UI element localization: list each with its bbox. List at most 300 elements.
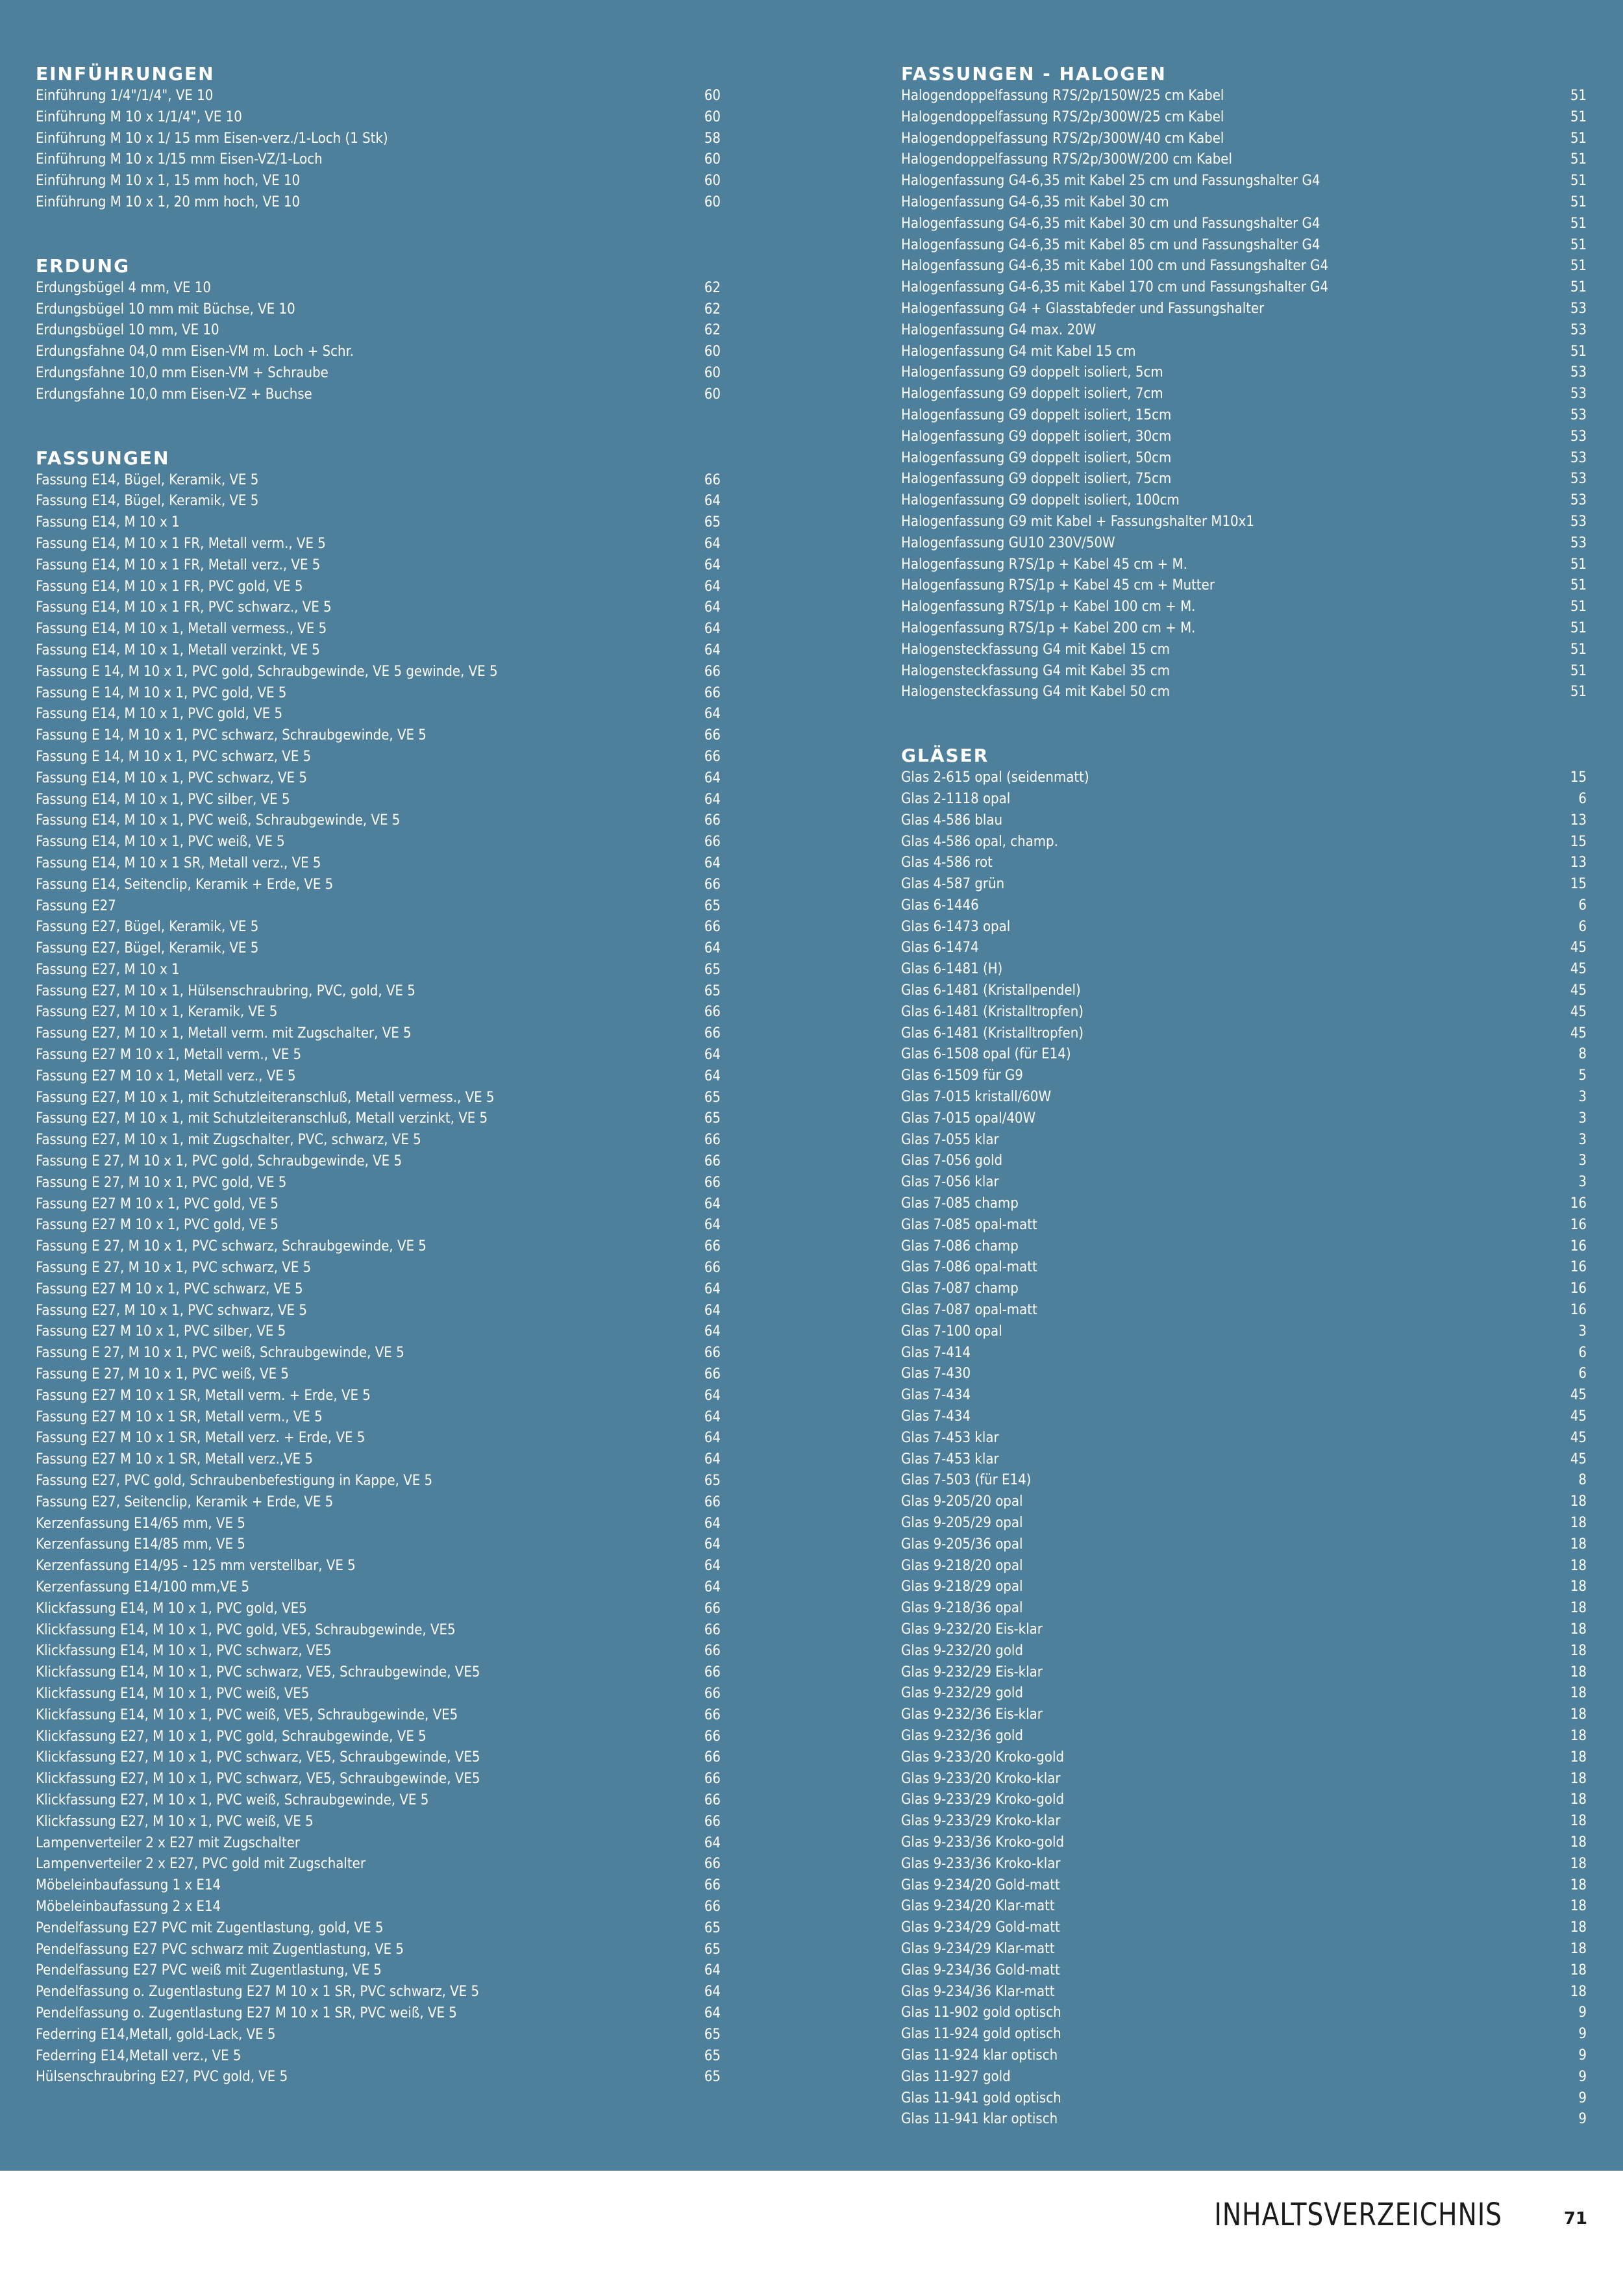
entry-page-number: 53: [1570, 321, 1587, 338]
entry-page-number: 18: [1570, 1536, 1587, 1553]
index-entry[interactable]: [901, 1321, 1587, 1343]
index-entry[interactable]: [901, 1193, 1587, 1215]
index-entry[interactable]: [901, 1491, 1587, 1513]
entry-page-number: 18: [1570, 1770, 1587, 1787]
index-entry[interactable]: [36, 1364, 721, 1386]
index-entry[interactable]: [901, 2109, 1587, 2130]
entry-label: Fassung E27, M 10 x 1, Metall verm. mit Zugschalter, VE 5: [36, 1025, 412, 1042]
entry-label: Glas 9-233/20 Kroko-gold: [901, 1749, 1065, 1766]
entry-page-number: 9: [1578, 2004, 1587, 2021]
entry-label: Glas 2-1118 opal: [901, 790, 1011, 807]
entry-label: Glas 7-414: [901, 1344, 971, 1361]
index-entry[interactable]: [36, 1449, 721, 1471]
entry-label: Glas 9-233/29 Kroko-klar: [901, 1813, 1061, 1830]
index-entry[interactable]: [901, 1811, 1587, 1832]
entry-page-number: 64: [704, 1280, 721, 1297]
index-entry[interactable]: [36, 981, 721, 1003]
entry-label: Erdungsbügel 4 mm, VE 10: [36, 279, 211, 296]
index-entry[interactable]: [36, 1556, 721, 1577]
index-entry[interactable]: [901, 575, 1587, 597]
entry-page-number: 18: [1570, 1855, 1587, 1872]
index-entry[interactable]: [901, 1790, 1587, 1811]
index-entry[interactable]: [901, 1406, 1587, 1428]
index-entry[interactable]: [901, 1087, 1587, 1108]
entry-label: Klickfassung E14, M 10 x 1, PVC gold, VE5, Schraubgewinde, VE5: [36, 1621, 456, 1638]
entry-page-number: 64: [704, 940, 721, 957]
entry-label: Halogenfassung GU10 230V/50W: [901, 534, 1115, 551]
index-entry[interactable]: [36, 640, 721, 662]
index-entry[interactable]: [36, 1599, 721, 1620]
index-entry[interactable]: [901, 640, 1587, 661]
entry-label: Fassung E27 M 10 x 1 SR, Metall verm. + Erde, VE 5: [36, 1387, 371, 1404]
index-entry[interactable]: [36, 1534, 721, 1556]
index-entry[interactable]: [36, 1471, 721, 1492]
index-entry[interactable]: [901, 2024, 1587, 2045]
index-entry[interactable]: [901, 1683, 1587, 1704]
index-entry[interactable]: [36, 534, 721, 555]
entry-label: Klickfassung E27, M 10 x 1, PVC weiß, VE 5: [36, 1813, 314, 1830]
index-entry[interactable]: [901, 1832, 1587, 1854]
entry-label: Klickfassung E27, M 10 x 1, PVC schwarz, VE5, Schraubgewinde, VE5: [36, 1771, 480, 1788]
index-entry[interactable]: [901, 2003, 1587, 2024]
index-entry[interactable]: [36, 1215, 721, 1236]
index-entry[interactable]: [901, 959, 1587, 980]
index-entry[interactable]: [36, 917, 721, 938]
index-entry[interactable]: [36, 790, 721, 811]
entry-label: Glas 9-234/29 Gold-matt: [901, 1919, 1060, 1936]
index-entry[interactable]: [901, 1534, 1587, 1556]
entry-label: Einführung M 10 x 1/1/4", VE 10: [36, 108, 242, 125]
index-entry[interactable]: [36, 129, 721, 150]
entry-page-number: 18: [1570, 1642, 1587, 1659]
entry-label: Glas 9-232/29 gold: [901, 1685, 1023, 1702]
index-section: [36, 62, 721, 214]
index-entry[interactable]: [901, 1108, 1587, 1130]
index-entry[interactable]: [36, 1194, 721, 1216]
index-entry[interactable]: [36, 704, 721, 725]
index-entry[interactable]: [901, 980, 1587, 1002]
index-entry[interactable]: [36, 1641, 721, 1662]
index-entry[interactable]: [36, 768, 721, 790]
entry-label: Fassung E14, M 10 x 1 FR, PVC schwarz., VE 5: [36, 599, 332, 616]
entry-label: Glas 7-056 klar: [901, 1174, 999, 1191]
index-entry[interactable]: [901, 767, 1587, 789]
entry-label: Fassung E14, Bügel, Keramik, VE 5: [36, 493, 259, 510]
index-entry[interactable]: [901, 1577, 1587, 1598]
index-entry[interactable]: [901, 192, 1587, 214]
index-entry[interactable]: [901, 555, 1587, 576]
index-entry[interactable]: [36, 1023, 721, 1045]
index-entry[interactable]: [901, 1917, 1587, 1939]
index-entry[interactable]: [901, 1300, 1587, 1321]
index-entry[interactable]: [901, 2067, 1587, 2088]
entry-page-number: 66: [704, 1877, 721, 1894]
entry-label: Fassung E14, M 10 x 1, PVC gold, VE 5: [36, 706, 283, 723]
index-entry[interactable]: [901, 1151, 1587, 1172]
index-entry[interactable]: [901, 342, 1587, 363]
index-entry[interactable]: [36, 960, 721, 981]
entry-label: Halogenfassung G4-6,35 mit Kabel 170 cm und Fassungshalter G4: [901, 279, 1329, 296]
entry-page-number: 18: [1570, 1983, 1587, 2000]
entry-page-number: 18: [1570, 1813, 1587, 1830]
index-entry[interactable]: [901, 1747, 1587, 1769]
entry-label: Fassung E27: [36, 897, 116, 914]
index-entry[interactable]: [36, 683, 721, 705]
index-entry[interactable]: [36, 1386, 721, 1407]
index-entry[interactable]: [901, 362, 1587, 384]
index-entry[interactable]: [901, 1875, 1587, 1897]
index-entry[interactable]: [901, 1236, 1587, 1258]
entry-page-number: 66: [704, 1025, 721, 1042]
entry-label: Glas 7-055 klar: [901, 1131, 999, 1148]
index-entry[interactable]: [901, 1513, 1587, 1534]
index-entry[interactable]: [901, 1002, 1587, 1023]
entry-page-number: 3: [1578, 1131, 1587, 1148]
index-entry[interactable]: [36, 1918, 721, 1940]
index-entry[interactable]: [901, 1428, 1587, 1449]
index-entry[interactable]: [901, 1960, 1587, 1982]
entry-label: Halogenfassung G9 mit Kabel + Fassungshalter M10x1: [901, 513, 1254, 530]
index-entry[interactable]: [36, 1833, 721, 1854]
index-entry[interactable]: [36, 1407, 721, 1429]
index-entry[interactable]: [901, 661, 1587, 682]
entry-page-number: 18: [1570, 1940, 1587, 1957]
entry-page-number: 3: [1578, 1153, 1587, 1169]
entry-label: Fassung E 14, M 10 x 1, PVC schwarz, Schraubgewinde, VE 5: [36, 727, 427, 744]
entry-label: Fassung E27, M 10 x 1, PVC schwarz, VE 5: [36, 1302, 307, 1319]
section-gap: [36, 214, 721, 255]
index-entry[interactable]: [901, 448, 1587, 469]
index-entry[interactable]: [901, 938, 1587, 959]
index-entry[interactable]: [36, 1620, 721, 1641]
index-entry[interactable]: [36, 1854, 721, 1875]
entry-page-number: 64: [704, 1047, 721, 1064]
index-entry[interactable]: [36, 1173, 721, 1194]
index-entry[interactable]: [36, 470, 721, 492]
entry-label: Glas 9-234/29 Klar-matt: [901, 1940, 1055, 1957]
right-column: [901, 62, 1587, 2130]
index-entry[interactable]: [901, 682, 1587, 703]
index-entry[interactable]: [36, 875, 721, 896]
index-entry[interactable]: [36, 555, 721, 577]
index-entry[interactable]: [901, 469, 1587, 490]
index-entry[interactable]: [36, 1662, 721, 1684]
index-entry[interactable]: [901, 490, 1587, 512]
index-entry[interactable]: [36, 1002, 721, 1023]
index-entry[interactable]: [901, 427, 1587, 448]
entry-label: Glas 6-1508 opal (für E14): [901, 1046, 1071, 1063]
index-entry[interactable]: [36, 1279, 721, 1301]
index-entry[interactable]: [901, 1364, 1587, 1385]
index-entry[interactable]: [901, 384, 1587, 405]
entry-page-number: 60: [704, 386, 721, 403]
index-entry[interactable]: [901, 789, 1587, 810]
entry-page-number: 6: [1578, 918, 1587, 935]
index-entry[interactable]: [901, 1939, 1587, 1960]
index-entry[interactable]: [36, 1236, 721, 1258]
entry-page-number: 51: [1570, 684, 1587, 701]
entry-page-number: 66: [704, 663, 721, 680]
index-entry[interactable]: [901, 1662, 1587, 1684]
index-entry[interactable]: [901, 277, 1587, 299]
index-entry[interactable]: [36, 938, 721, 960]
entry-page-number: 53: [1570, 406, 1587, 423]
entry-page-number: 51: [1570, 641, 1587, 658]
entry-page-number: 65: [704, 2047, 721, 2064]
index-entry[interactable]: [36, 384, 721, 406]
index-entry[interactable]: [36, 2046, 721, 2067]
entry-label: Halogensteckfassung G4 mit Kabel 35 cm: [901, 662, 1171, 679]
entry-label: Glas 7-086 opal-matt: [901, 1259, 1037, 1276]
entry-page-number: 66: [704, 1345, 721, 1362]
index-entry[interactable]: [36, 512, 721, 534]
entry-label: Fassung E27, Bügel, Keramik, VE 5: [36, 919, 259, 936]
entry-label: Möbeleinbaufassung 1 x E14: [36, 1877, 221, 1894]
index-entry[interactable]: [36, 577, 721, 598]
index-entry[interactable]: [901, 1769, 1587, 1790]
index-entry[interactable]: [36, 1428, 721, 1449]
index-entry[interactable]: [901, 214, 1587, 235]
index-entry[interactable]: [901, 1066, 1587, 1087]
index-entry[interactable]: [36, 1130, 721, 1151]
index-entry[interactable]: [36, 832, 721, 853]
index-entry[interactable]: [36, 1812, 721, 1833]
entry-page-number: 53: [1570, 471, 1587, 488]
entry-page-number: 65: [704, 897, 721, 914]
index-entry[interactable]: [901, 235, 1587, 256]
index-entry[interactable]: [901, 874, 1587, 895]
index-entry[interactable]: [901, 533, 1587, 555]
index-entry[interactable]: [36, 1258, 721, 1279]
index-entry[interactable]: [36, 1705, 721, 1727]
entry-label: Halogenfassung G9 doppelt isoliert, 75cm: [901, 471, 1172, 488]
index-entry[interactable]: [36, 853, 721, 875]
entry-label: Einführung M 10 x 1, 15 mm hoch, VE 10: [36, 173, 301, 190]
index-entry[interactable]: [36, 1492, 721, 1514]
index-entry[interactable]: [36, 491, 721, 512]
index-entry[interactable]: [901, 171, 1587, 192]
entry-label: Fassung E27, M 10 x 1, mit Schutzleiteranschluß, Metall verzinkt, VE 5: [36, 1110, 488, 1127]
entry-page-number: 51: [1570, 343, 1587, 360]
index-entry[interactable]: [901, 832, 1587, 853]
index-entry[interactable]: [36, 1514, 721, 1535]
index-entry[interactable]: [901, 917, 1587, 938]
index-entry[interactable]: [36, 2025, 721, 2046]
index-entry[interactable]: [901, 1896, 1587, 1917]
entry-label: Fassung E14, M 10 x 1 FR, Metall verm., VE 5: [36, 535, 326, 552]
index-entry[interactable]: [901, 149, 1587, 171]
index-entry[interactable]: [36, 1875, 721, 1897]
index-entry[interactable]: [36, 1982, 721, 2003]
index-entry[interactable]: [901, 1854, 1587, 1875]
entry-label: Erdungsbügel 10 mm mit Büchse, VE 10: [36, 301, 295, 318]
index-entry[interactable]: [901, 597, 1587, 618]
index-entry[interactable]: [36, 1343, 721, 1364]
index-entry[interactable]: [36, 1301, 721, 1322]
index-entry[interactable]: [36, 149, 721, 171]
entry-page-number: 16: [1570, 1302, 1587, 1319]
entry-page-number: 51: [1570, 577, 1587, 594]
page-number: 71: [1563, 2209, 1587, 2228]
index-entry[interactable]: [901, 1449, 1587, 1471]
index-entry[interactable]: [36, 1747, 721, 1769]
entry-label: Erdungsfahne 10,0 mm Eisen-VZ + Buchse: [36, 386, 312, 403]
index-entry[interactable]: [36, 107, 721, 129]
index-entry[interactable]: [36, 1790, 721, 1812]
entry-page-number: 66: [704, 1771, 721, 1788]
entry-label: Glas 7-056 gold: [901, 1153, 1003, 1169]
index-entry[interactable]: [901, 1385, 1587, 1406]
entry-label: Fassung E27, Bügel, Keramik, VE 5: [36, 940, 259, 957]
entry-label: Halogenfassung R7S/1p + Kabel 45 cm + M.: [901, 556, 1187, 573]
entry-page-number: 60: [704, 88, 721, 104]
index-entry[interactable]: [901, 895, 1587, 917]
entry-page-number: 66: [704, 876, 721, 893]
index-entry[interactable]: [901, 256, 1587, 277]
entry-page-number: 66: [704, 1685, 721, 1702]
index-entry[interactable]: [36, 1045, 721, 1066]
entry-label: Glas 7-086 champ: [901, 1238, 1019, 1254]
index-entry[interactable]: [36, 1684, 721, 1705]
index-entry[interactable]: [36, 1940, 721, 1961]
entry-label: Fassung E14, M 10 x 1 SR, Metall verz., VE 5: [36, 855, 321, 871]
index-entry[interactable]: [36, 2003, 721, 2025]
entry-label: Federring E14,Metall verz., VE 5: [36, 2047, 242, 2064]
index-entry[interactable]: [36, 810, 721, 832]
entry-label: Glas 7-085 champ: [901, 1195, 1019, 1212]
index-entry[interactable]: [901, 512, 1587, 533]
index-entry[interactable]: [36, 363, 721, 384]
index-entry[interactable]: [36, 2067, 721, 2088]
index-entry[interactable]: [901, 1023, 1587, 1045]
entry-page-number: 65: [704, 1089, 721, 1106]
entry-page-number: 64: [704, 1387, 721, 1404]
index-entry[interactable]: [901, 1257, 1587, 1279]
entry-page-number: 66: [704, 1728, 721, 1745]
index-entry[interactable]: [901, 1982, 1587, 2003]
entry-page-number: 5: [1578, 1067, 1587, 1084]
index-entry[interactable]: [36, 1727, 721, 1748]
entry-page-number: 65: [704, 1473, 721, 1490]
entry-label: Fassung E 27, M 10 x 1, PVC schwarz, VE 5: [36, 1260, 312, 1277]
index-entry[interactable]: [36, 1108, 721, 1130]
index-entry[interactable]: [901, 853, 1587, 874]
index-entry[interactable]: [36, 1769, 721, 1790]
entry-page-number: 18: [1570, 1834, 1587, 1851]
index-entry[interactable]: [36, 278, 721, 299]
index-entry[interactable]: [36, 1151, 721, 1173]
entry-label: Halogenfassung G4 + Glasstabfeder und Fassungshalter: [901, 300, 1265, 317]
entry-page-number: 8: [1578, 1046, 1587, 1063]
entry-label: Glas 7-087 opal-matt: [901, 1302, 1037, 1319]
index-entry[interactable]: [901, 1470, 1587, 1491]
index-entry[interactable]: [36, 597, 721, 619]
index-entry[interactable]: [36, 747, 721, 768]
entry-page-number: 64: [704, 1302, 721, 1319]
entry-page-number: 66: [704, 1153, 721, 1170]
index-entry[interactable]: [901, 1172, 1587, 1193]
index-entry[interactable]: [901, 1130, 1587, 1151]
entry-label: Glas 6-1481 (Kristalltropfen): [901, 1003, 1084, 1020]
index-entry[interactable]: [901, 2088, 1587, 2110]
index-entry[interactable]: [901, 1556, 1587, 1577]
index-entry[interactable]: [901, 299, 1587, 320]
entry-label: Glas 7-015 opal/40W: [901, 1110, 1036, 1127]
entry-label: Halogenfassung G4-6,35 mit Kabel 25 cm und Fassungshalter G4: [901, 173, 1320, 190]
index-entry[interactable]: [36, 1088, 721, 1109]
entry-label: Halogenfassung G4-6,35 mit Kabel 30 cm: [901, 193, 1169, 210]
entry-page-number: 6: [1578, 897, 1587, 914]
entry-page-number: 51: [1570, 279, 1587, 296]
index-entry[interactable]: [901, 1279, 1587, 1300]
index-entry[interactable]: [901, 1044, 1587, 1066]
entry-label: Glas 9-233/36 Kroko-klar: [901, 1855, 1061, 1872]
entry-page-number: 64: [704, 1558, 721, 1575]
entry-page-number: 51: [1570, 193, 1587, 210]
index-entry[interactable]: [901, 86, 1587, 107]
entry-page-number: 64: [704, 1408, 721, 1425]
entry-label: Halogenfassung G9 doppelt isoliert, 100cm: [901, 492, 1180, 509]
index-entry[interactable]: [36, 171, 721, 192]
entry-label: Glas 7-085 opal-matt: [901, 1216, 1037, 1233]
index-entry[interactable]: [36, 896, 721, 917]
entry-label: Glas 7-100 opal: [901, 1323, 1002, 1340]
index-entry[interactable]: [901, 1726, 1587, 1747]
index-entry[interactable]: [901, 1619, 1587, 1641]
index-entry[interactable]: [901, 107, 1587, 129]
index-entry[interactable]: [901, 1343, 1587, 1364]
index-entry[interactable]: [901, 1598, 1587, 1619]
index-entry[interactable]: [36, 299, 721, 321]
index-entry[interactable]: [36, 725, 721, 747]
entry-page-number: 66: [704, 1621, 721, 1638]
index-entry[interactable]: [901, 405, 1587, 427]
index-entry[interactable]: [901, 2045, 1587, 2067]
entry-label: Fassung E14, Seitenclip, Keramik + Erde, VE 5: [36, 876, 334, 893]
entry-label: Glas 9-233/20 Kroko-klar: [901, 1770, 1061, 1787]
index-entry[interactable]: [36, 320, 721, 342]
entry-label: Klickfassung E27, M 10 x 1, PVC weiß, Schraubgewinde, VE 5: [36, 1791, 429, 1808]
index-entry[interactable]: [36, 619, 721, 640]
index-entry[interactable]: [36, 1066, 721, 1088]
entry-page-number: 65: [704, 1110, 721, 1127]
entry-label: Fassung E27, M 10 x 1, mit Zugschalter, PVC, schwarz, VE 5: [36, 1132, 421, 1149]
index-entry[interactable]: [901, 320, 1587, 342]
index-entry[interactable]: [36, 1321, 721, 1343]
index-entry[interactable]: [901, 810, 1587, 832]
entry-label: Glas 4-586 opal, champ.: [901, 833, 1058, 850]
index-entry[interactable]: [36, 86, 721, 107]
entry-page-number: 45: [1570, 1408, 1587, 1425]
index-entry[interactable]: [36, 1960, 721, 1982]
index-entry[interactable]: [36, 662, 721, 683]
index-entry[interactable]: [901, 618, 1587, 640]
entry-label: Einführung 1/4"/1/4", VE 10: [36, 88, 214, 104]
index-entry[interactable]: [36, 192, 721, 214]
entry-label: Fassung E27 M 10 x 1, PVC silber, VE 5: [36, 1323, 286, 1340]
index-entry[interactable]: [901, 129, 1587, 150]
index-section: [901, 62, 1587, 703]
entry-page-number: 18: [1570, 1664, 1587, 1680]
index-entry[interactable]: [901, 1215, 1587, 1236]
index-entry[interactable]: [36, 1897, 721, 1918]
entry-page-number: 51: [1570, 88, 1587, 104]
index-entry[interactable]: [36, 1577, 721, 1599]
entry-page-number: 51: [1570, 556, 1587, 573]
index-entry[interactable]: [36, 342, 721, 363]
index-entry[interactable]: [901, 1704, 1587, 1726]
index-entry[interactable]: [901, 1641, 1587, 1662]
